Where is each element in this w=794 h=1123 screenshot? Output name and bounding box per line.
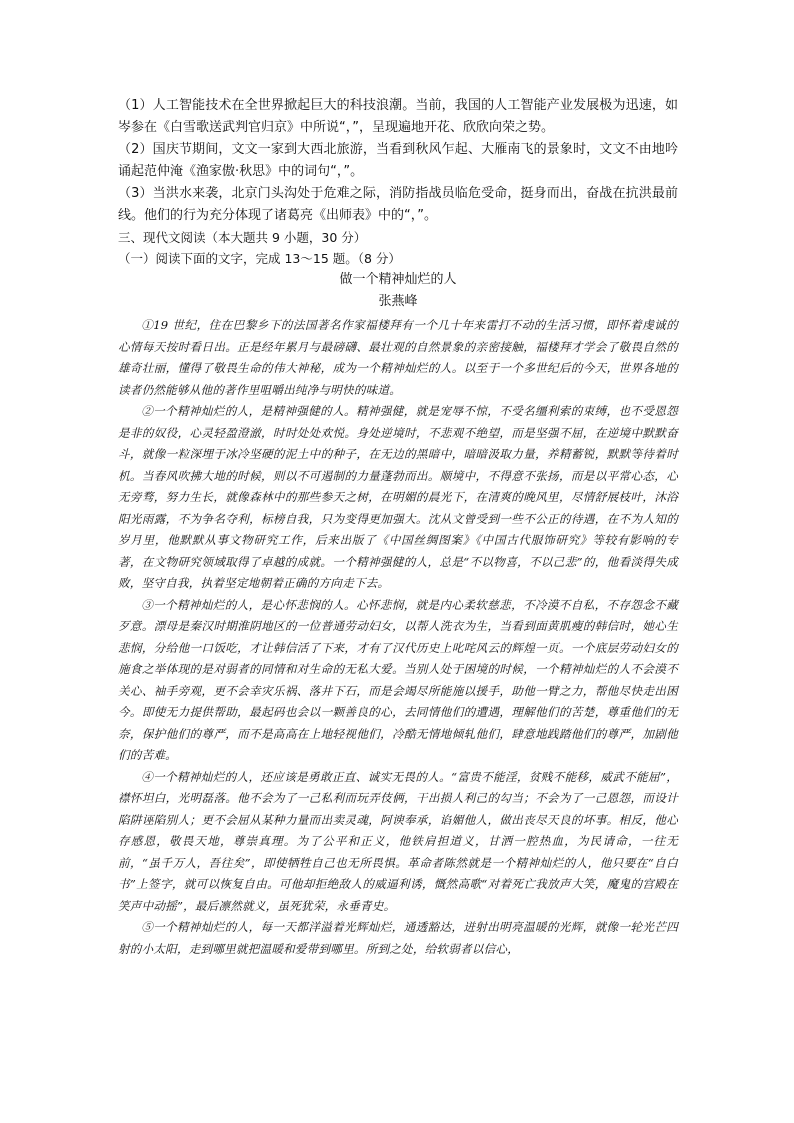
article-paragraph-2: ②一个精神灿烂的人，是精神强健的人。精神强健，就是宠辱不惊，不受名缰利索的束缚，也不受恩怨是非的奴役，心灵轻盈澄澈，时时处处欢悦。身处逆境时，不悲观不绝望，而是坚强不屈，在逆境中默默奋斗，就像一粒深埋于冰冷坚硬的泥土中的种子，在无边的黑暗中，暗暗汲取力量，养精蓄锐，默默等待着时机。当春风吹拂大地的时候，则以不可遏制的力量蓬勃而出。顺境中，不得意不张扬，而是以平常心态，心无旁骛，努力生长，就像森林中的那些参天之树，在明媚的晨光下，在清爽的晚风里，尽情舒展枝叶，沐浴阳光雨露，不为争名夺利，标榜自我，只为变得更加强大。沈从文曾受到一些不公正的待遇，在不为人知的岁月里，他默默从事文物研究工作，后来出版了《中国丝绸图案》《中国古代服饰研究》等较有影响的专著，在文物研究领域取得了卓越的成就。一个精神强健的人，总是“不以物喜，不以己悲”的，他看淡得失成败，坚守自我，执着坚定地朝着正确的方向走下去。 [118,404,678,590]
section-heading: 三、现代文阅读（本大题共 9 小题，30 分） [118,230,367,245]
article-paragraph-5: ⑤一个精神灿烂的人，每一天都洋溢着光辉灿烂，通透豁达，迸射出明亮温暖的光辉，就像一轮光芒四射的小太阳，走到哪里就把温暖和爱带到哪里。所到之处，给软弱者以信心， [118,920,678,956]
article-paragraph-4: ④一个精神灿烂的人，还应该是勇敢正直、诚实无畏的人。“富贵不能淫，贫贱不能移，威武不能屈”，襟怀坦白，光明磊落。他不会为了一己私利而玩弄伎俩，干出损人利己的勾当；不会为了一己恩怨，而设计陷阱诬陷别人；更不会屈从某种力量而出卖灵魂，阿谀奉承，谄媚他人，做出丧尽天良的坏事。相反，他心存感恩，敬畏天地，尊崇真理。为了公平和正义，他铁肩担道义，甘洒一腔热血，为民请命，一往无前，“虽千万人，吾往矣”，即使牺牲自己也无所畏惧。革命者陈然就是一个精神灿烂的人，他只要在“自白书”上签字，就可以恢复自由。可他却拒绝敌人的威逼利诱，慨然高歌“对着死亡我放声大笑，魔鬼的宫殿在笑声中动摇”，最后凛然就义，虽死犹荣，永垂青史。 [118,769,678,913]
page-content [118,95,678,960]
article-paragraph-3: ③一个精神灿烂的人，是心怀悲悯的人。心怀悲悯，就是内心柔软慈悲，不冷漠不自私，不存怨念不藏歹意。漂母是秦汉时期淮阴地区的一位普通劳动妇女，以帮人洗衣为生，当看到面黄肌瘦的韩信时，她心生悲悯，分给他一口饭吃，才让韩信活了下来，才有了汉代历史上叱咤风云的辉煌一页。一个底层劳动妇女的施食之举体现的是对弱者的同情和对生命的无私大爱。当别人处于困境的时候，一个精神灿烂的人不会漠不关心、袖手旁观，更不会幸灾乐祸、落井下石，而是会竭尽所能施以援手，助他一臂之力，帮他尽快走出困今。即使无力提供帮助，最起码也会以一颗善良的心，去同情他们的遭遇，理解他们的苦楚，尊重他们的无奈，保护他们的尊严，而不是高高在上地轻视他们，冷酷无情地倾轧他们，肆意地践踏他们的尊严，加剧他们的苦难。 [118,597,678,762]
question-2: （2）国庆节期间，文文一家到大西北旅游，当看到秋风乍起、大雁南飞的景象时，文文不由地吟诵起范仲淹《渔家傲·秋思》中的词句“，”。 [118,142,678,179]
question-3: （3）当洪水来袭，北京门头沟处于危难之际，消防指战员临危受命，挺身而出，奋战在抗洪最前线。他们的行为充分体现了诸葛亮《出师表》中的“，”。 [118,186,678,223]
question-1: （1）人工智能技术在全世界掀起巨大的科技浪潮。当前，我国的人工智能产业发展极为迅速，如岑参在《白雪歌送武判官归京》中所说“，”，呈现遍地开花、欣欣向荣之势。 [118,98,678,135]
article-title: 做一个精神灿烂的人 [339,272,457,287]
article-author: 张燕峰 [378,294,418,309]
sub-heading: （一）阅读下面的文字，完成 13～15 题。（8 分） [118,251,401,266]
article-paragraph-1: ①19 世纪，住在巴黎乡下的法国著名作家福楼拜有一个几十年来雷打不动的生活习惯，即怀着虔诚的心情每天按时看日出。正是经年累月与最磅礴、最壮观的自然景象的亲密接触，福楼拜才学会了敬畏自然的雄奇壮丽，懂得了敬畏生命的伟大神秘，成为一个精神灿烂的人。以至于一个多世纪后的今天，世界各地的读者仍然能够从他的著作里咀嚼出纯净与明快的味道。 [118,318,678,397]
